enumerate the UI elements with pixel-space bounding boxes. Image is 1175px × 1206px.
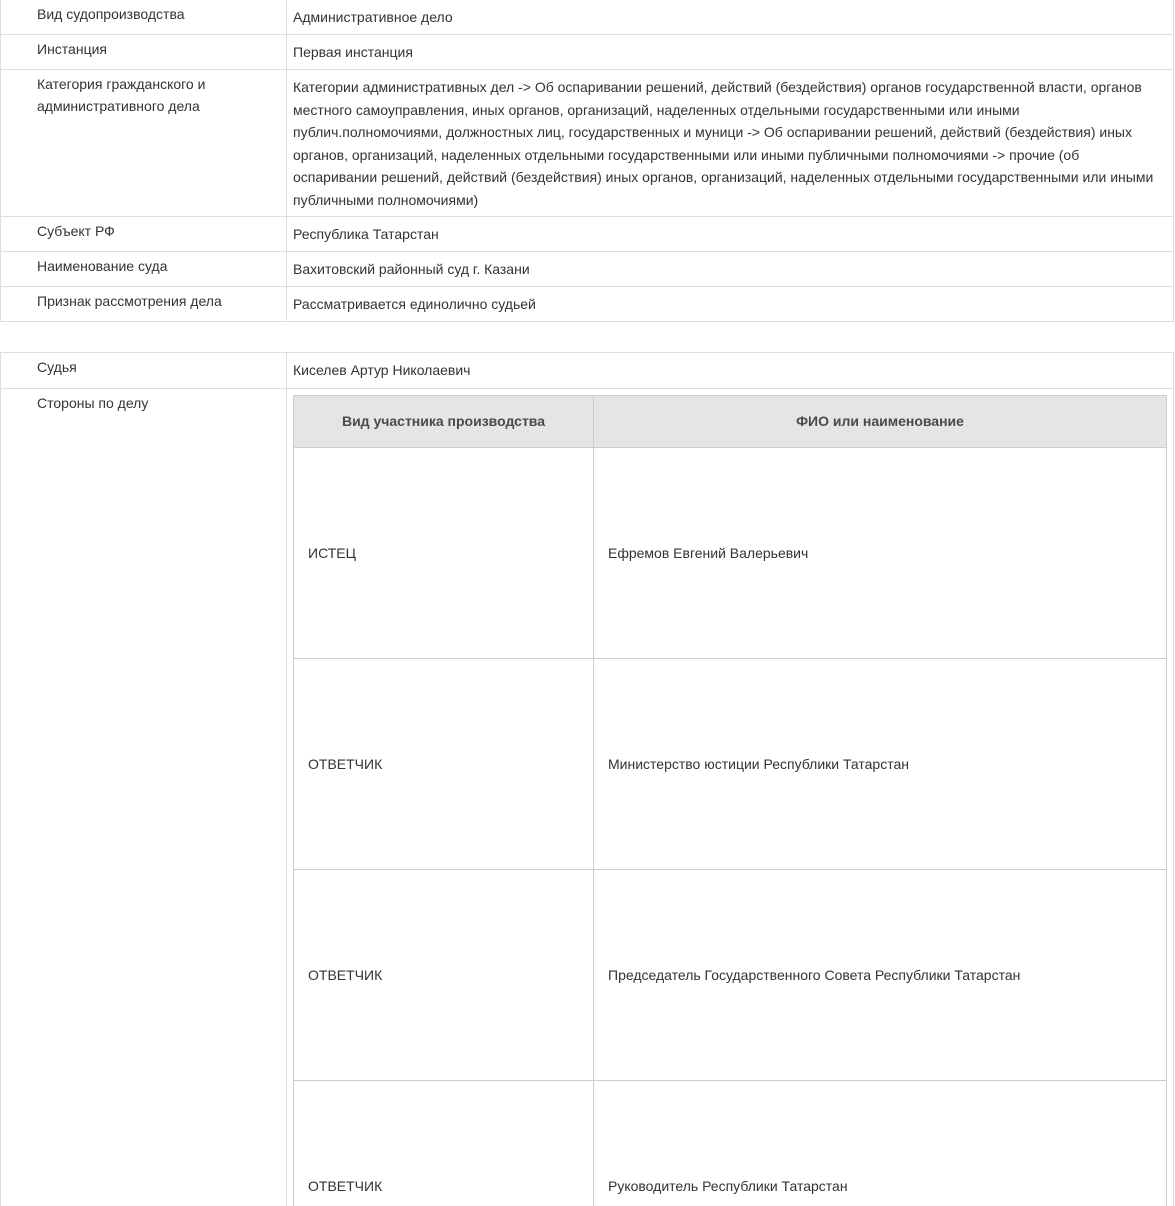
table-row [294,659,1167,870]
party-role: ОТВЕТЧИК [294,659,594,870]
table-row [294,870,1167,1081]
case-type-value: Административное дело [287,0,1174,35]
role-column-header: Вид участника производства [294,396,594,448]
table-row [294,448,1167,659]
parties-table [293,395,1167,1206]
party-name: Руководитель Республики Татарстан [594,1081,1167,1206]
instance-value: Первая инстанция [287,35,1174,70]
court-name-label: Наименование суда [1,252,287,287]
case-info-row [1,252,1174,287]
party-name: Председатель Государственного Совета Республики Татарстан [594,870,1167,1081]
category-label: Категория гражданского и административного дела [1,70,287,217]
case-info-row [1,70,1174,217]
parties-label: Стороны по делу [1,389,287,1206]
participants-table [0,352,1174,1206]
party-role: ОТВЕТЧИК [294,1081,594,1206]
category-value: Категории административных дел -> Об оспаривании решений, действий (бездействия) органов государственной власти, органов местного самоуправления, иных органов, организаций, наделенных отдельными государственными или иными публич.полномочиями, должностных лиц, государственных и муници -> Об оспаривании решений, действий (бездействия) иных органов, организаций, наделенных отдельными государственными или иными публичными полномочиями -> прочие (об оспаривании решений, действий (бездействия) иных органов, организаций, наделенных отдельными государственными или иными публичными полномочиями) [287,70,1174,217]
name-column-header: ФИО или наименование [594,396,1167,448]
subject-value: Республика Татарстан [287,217,1174,252]
judge-row [1,353,1174,389]
party-role: ИСТЕЦ [294,448,594,659]
case-info-row [1,35,1174,70]
court-name-value: Вахитовский районный суд г. Казани [287,252,1174,287]
case-info-row [1,287,1174,322]
table-row [294,1081,1167,1206]
case-info-row [1,217,1174,252]
parties-header-row [294,396,1167,448]
subject-label: Субъект РФ [1,217,287,252]
case-info-table [0,0,1174,322]
case-type-label: Вид судопроизводства [1,0,287,35]
judge-label: Судья [1,353,287,389]
party-name: Министерство юстиции Республики Татарстан [594,659,1167,870]
consideration-value: Рассматривается единолично судьей [287,287,1174,322]
party-role: ОТВЕТЧИК [294,870,594,1081]
consideration-label: Признак рассмотрения дела [1,287,287,322]
case-info-row [1,0,1174,35]
parties-row [1,389,1174,1206]
judge-value: Киселев Артур Николаевич [287,353,1174,389]
parties-cell [287,389,1174,1206]
party-name: Ефремов Евгений Валерьевич [594,448,1167,659]
instance-label: Инстанция [1,35,287,70]
